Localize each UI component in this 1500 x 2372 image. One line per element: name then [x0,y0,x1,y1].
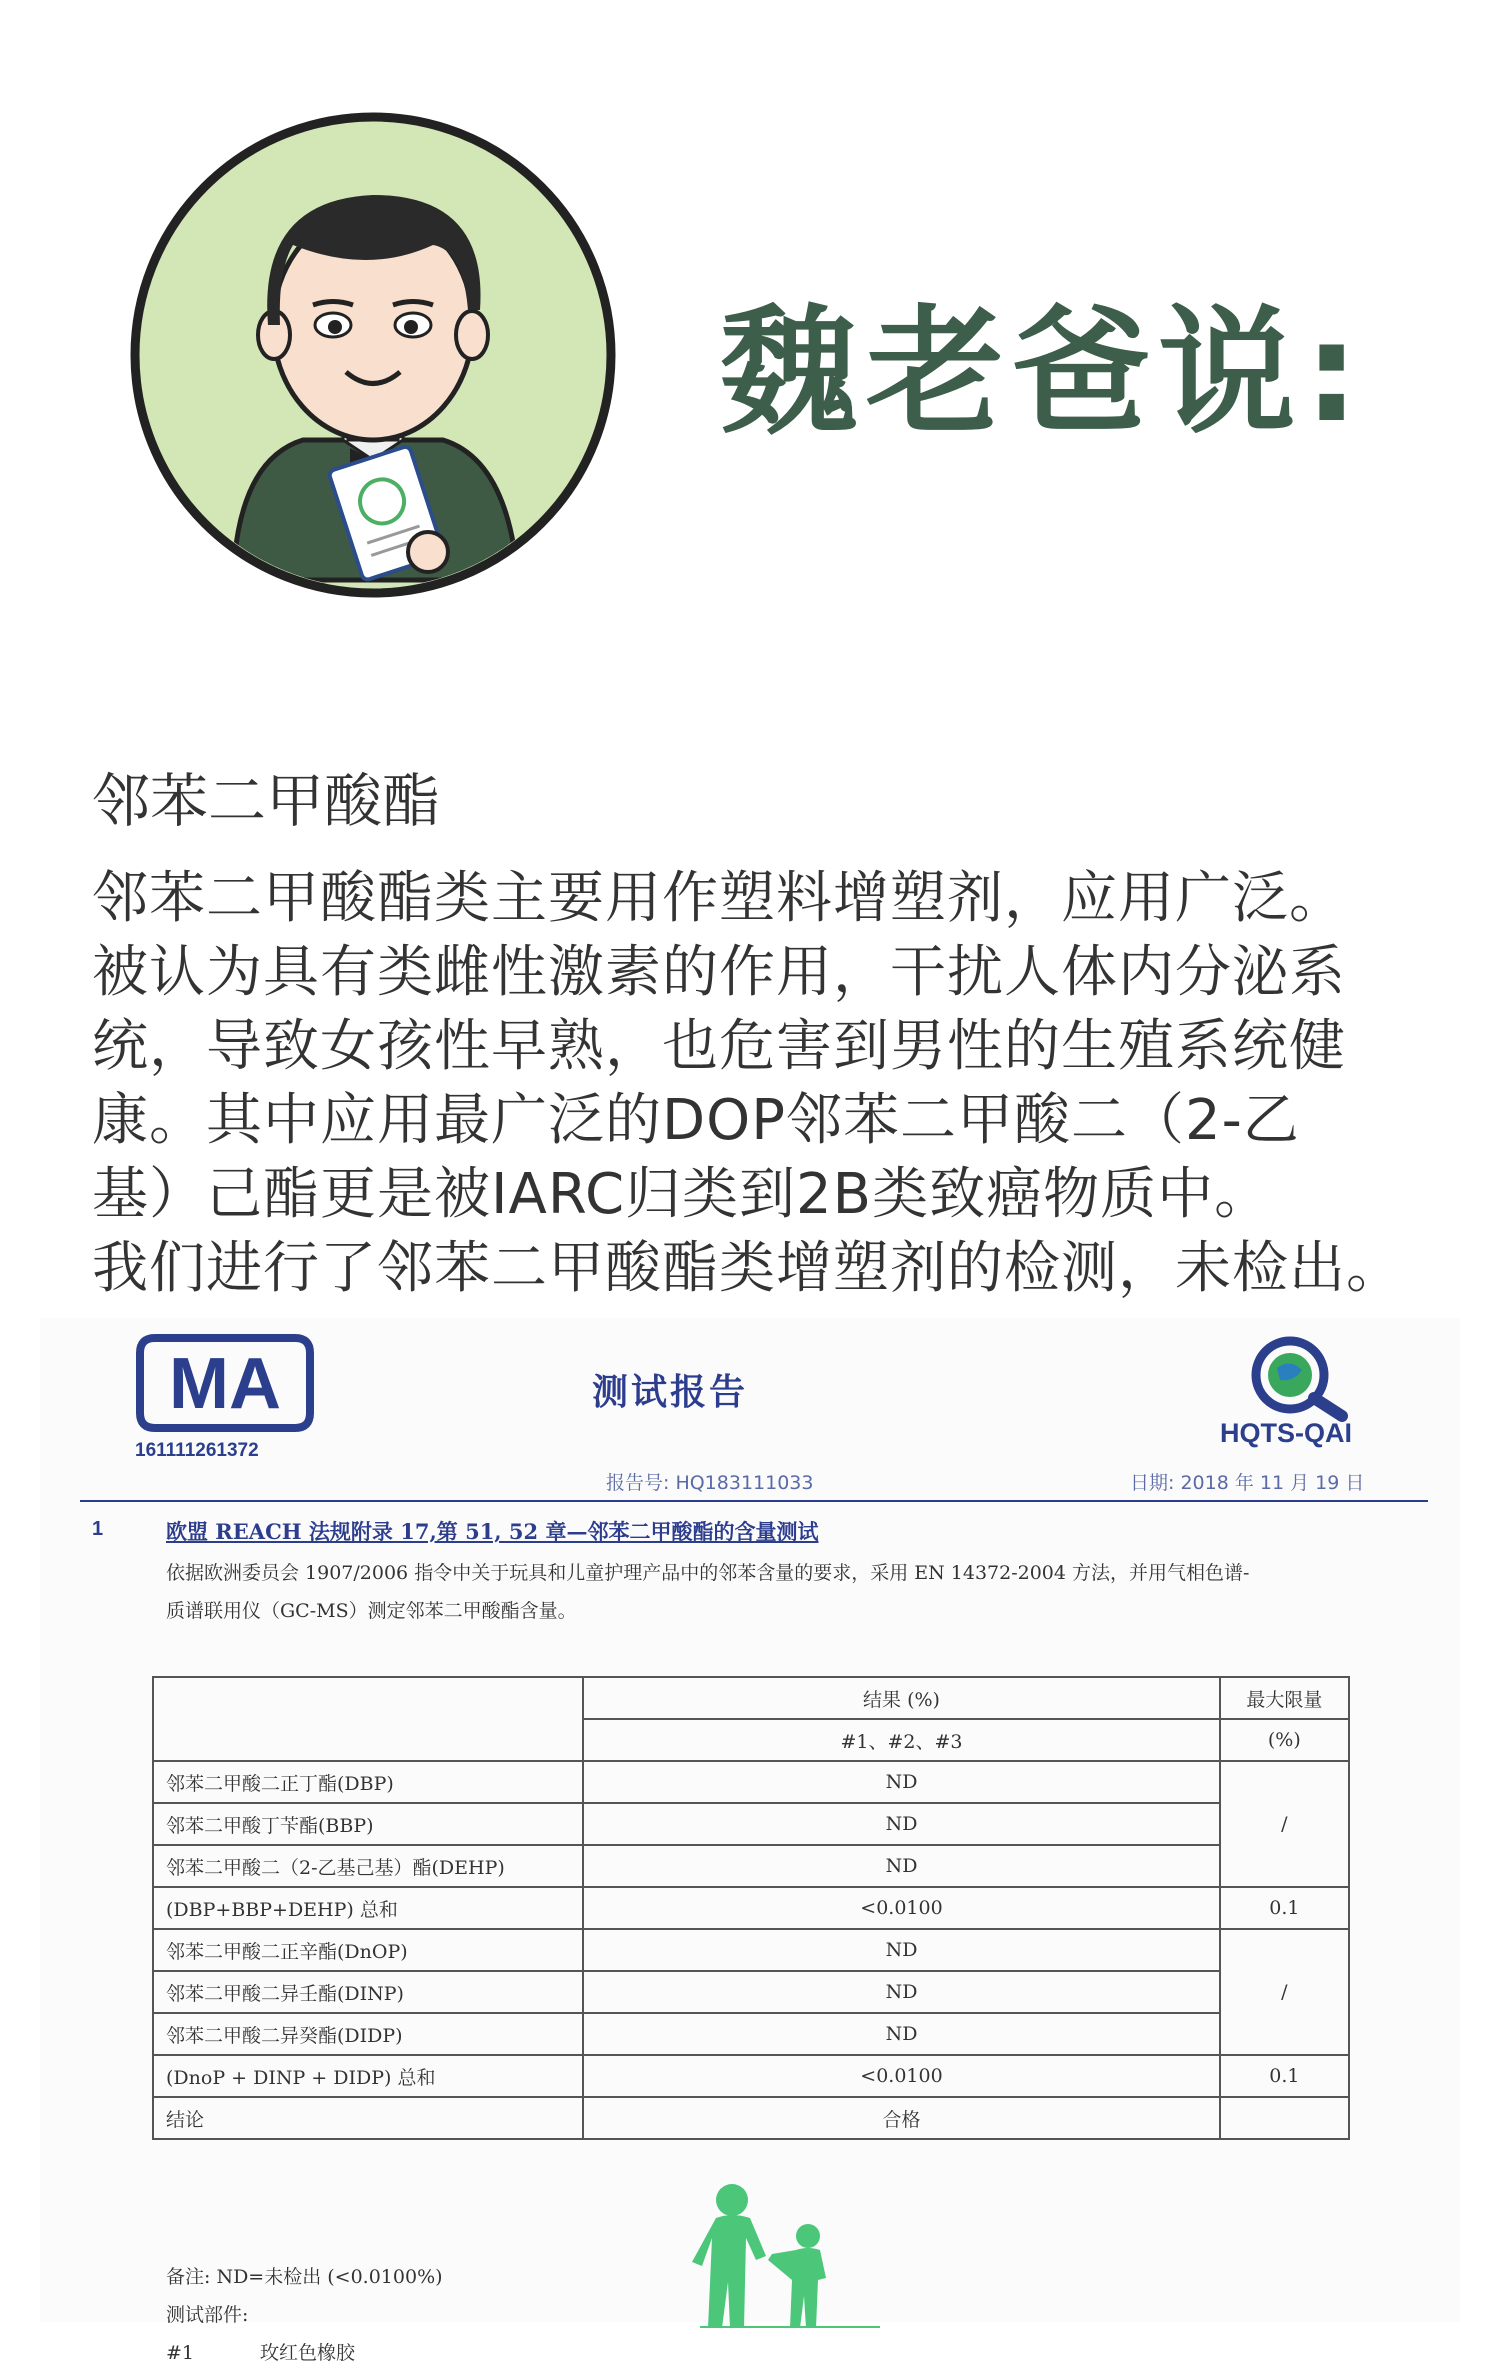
part-line [166,2334,443,2372]
report-title: 测试报告 [591,1371,748,1413]
article-line: 统，导致女孩性早熟，也危害到男性的生殖系统健 [92,1014,1346,1079]
report-number: 报告号: HQ183111033 [606,1472,814,1494]
table-row [153,1971,1349,2013]
family-silhouette-icon [680,2178,900,2328]
article-line: 康。其中应用最广泛的DOP邻苯二甲酸二（2-乙 [92,1088,1300,1153]
parts-label: 测试部件: [166,2304,249,2326]
remark-line: 备注: ND=未检出 (<0.0100%) [166,2266,443,2288]
table-row [153,1803,1349,1845]
table-cell-result: ND [583,1761,1219,1803]
article-line: 被认为具有类雌性激素的作用，干扰人体内分泌系 [92,940,1346,1005]
part-desc: 玫红色橡胶 [260,2342,356,2364]
hqts-logo [1242,1330,1352,1420]
section-description-line: 质谱联用仪（GC-MS）测定邻苯二甲酸酯含量。 [166,1600,577,1622]
report-date: 日期: 2018 年 11 月 19 日 [1130,1472,1365,1494]
section-description-line: 依据欧洲委员会 1907/2006 指令中关于玩具和儿童护理产品中的邻苯含量的要求，采用 EN 14372-2004 方法，并用气相色谱- [166,1562,1250,1584]
part-id: #1 [166,2342,195,2364]
table-cell-limit: 0.1 [1220,1887,1349,1929]
divider [80,1500,1428,1502]
article-line: 我们进行了邻苯二甲酸酯类增塑剂的检测，未检出。 [92,1236,1403,1301]
table-cell-result: ND [583,1845,1219,1887]
table-cell-item: 结论 [153,2097,583,2139]
table-cell-item: (DBP+BBP+DEHP) 总和 [153,1887,583,1929]
table-row [153,1929,1349,1971]
ma-certificate-number: 161111261372 [135,1440,259,1461]
section-number: 1 [92,1518,104,1540]
avatar [128,110,618,600]
table-cell-limit-empty [1220,2097,1349,2139]
table-row [153,1845,1349,1887]
table-row [153,2013,1349,2055]
table-cell-result: ND [583,1971,1219,2013]
table-row [153,2055,1349,2097]
header [0,0,1500,700]
table-cell-result: ND [583,1803,1219,1845]
table-cell-item: (DnoP + DINP + DIDP) 总和 [153,2055,583,2097]
table-cell-limit: / [1220,1929,1349,2055]
table-header-row [153,1677,1349,1719]
test-report-image [40,1318,1460,2364]
table-cell-item: 邻苯二甲酸二正辛酯(DnOP) [153,1929,583,1971]
result-subheader: #1、#2、#3 [583,1719,1219,1761]
table-cell-limit: 0.1 [1220,2055,1349,2097]
table-row [153,1887,1349,1929]
article-title: 邻苯二甲酸酯 [92,767,441,835]
limit-header: 最大限量 [1220,1677,1349,1719]
table-cell-result: <0.0100 [583,1887,1219,1929]
section-title: 欧盟 REACH 法规附录 17,第 51, 52 章—邻苯二甲酸酯的含量测试 [166,1519,819,1544]
table-row [153,1761,1349,1803]
article-line: 邻苯二甲酸酯类主要用作塑料增塑剂，应用广泛。 [92,866,1346,931]
table-cell-item: 邻苯二甲酸丁苄酯(BBP) [153,1803,583,1845]
table-cell-result: <0.0100 [583,2055,1219,2097]
table-cell-item: 邻苯二甲酸二正丁酯(DBP) [153,1761,583,1803]
limit-unit: (%) [1220,1719,1349,1761]
section-description [166,1554,1416,1630]
report-notes [166,2258,443,2372]
table-cell-result: ND [583,2013,1219,2055]
result-header: 结果 (%) [583,1677,1219,1719]
speaker-heading: 魏老爸说: [720,292,1368,453]
table-row-conclusion [153,2097,1349,2139]
ma-logo [135,1328,315,1438]
table-cell-limit: / [1220,1761,1349,1887]
svg-text:MA: MA [169,1344,281,1424]
article-line: 基）己酯更是被IARC归类到2B类致癌物质中。 [92,1162,1272,1227]
table-cell-result: 合格 [583,2097,1219,2139]
table-header-empty [153,1677,583,1761]
results-table [152,1676,1350,2140]
article [92,758,1432,1306]
table-cell-item: 邻苯二甲酸二异癸酯(DIDP) [153,2013,583,2055]
table-cell-item: 邻苯二甲酸二异壬酯(DINP) [153,1971,583,2013]
hqts-label: HQTS-QAI [1220,1418,1352,1448]
article-body [92,862,1432,1306]
table-cell-item: 邻苯二甲酸二（2-乙基己基）酯(DEHP) [153,1845,583,1887]
table-cell-result: ND [583,1929,1219,1971]
